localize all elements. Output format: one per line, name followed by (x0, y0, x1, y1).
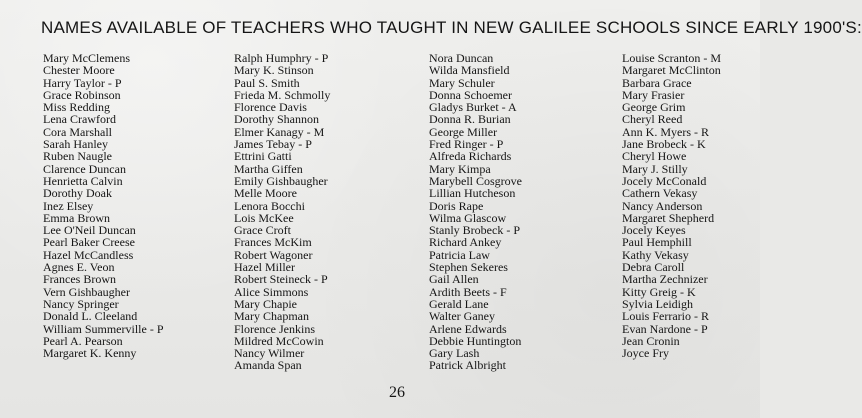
teacher-name-item: Florence Jenkins (234, 321, 315, 336)
teacher-name-item: Paul Hemphill (622, 235, 692, 250)
teacher-name-item: Mary J. Stilly (622, 161, 688, 176)
teacher-name-item: Ruben Naugle (43, 149, 112, 164)
teacher-name-item: Mary Frasier (622, 87, 685, 102)
teacher-name-item: Hazel McCandless (43, 247, 134, 262)
teacher-name-item: Walter Ganey (429, 309, 495, 324)
teacher-name-item: William Summerville - P (43, 321, 164, 336)
teacher-name-item: Jane Brobeck - K (622, 137, 706, 152)
teacher-name-item: Joyce Fry (622, 346, 669, 361)
teacher-name-item: Frances Brown (43, 272, 116, 287)
teacher-name-item: Debra Caroll (622, 260, 685, 275)
teacher-name-item: Nancy Springer (43, 296, 119, 311)
teacher-name-item: Stephen Sekeres (429, 260, 508, 275)
teacher-name-item: Cheryl Reed (622, 112, 683, 127)
teacher-name-item: Gail Allen (429, 272, 479, 287)
teacher-name-item: Lenora Bocchi (234, 198, 305, 213)
teacher-name-item: Nora Duncan (429, 51, 494, 65)
teacher-name-item: Patricia Law (429, 247, 490, 262)
teacher-name-item: Emily Gishbaugher (234, 173, 328, 188)
teacher-name-item: Margaret Shepherd (622, 210, 715, 225)
teacher-name-item: Robert Wagoner (234, 247, 313, 262)
teacher-name-item: Margaret K. Kenny (43, 346, 137, 361)
teacher-name-item: Harry Taylor - P (43, 75, 122, 90)
teacher-name-item: Mary Chapie (234, 296, 297, 311)
teacher-name-item: Jean Cronin (622, 333, 680, 348)
teacher-name-item: Grace Croft (234, 223, 291, 238)
page-title: NAMES AVAILABLE OF TEACHERS WHO TAUGHT IN NEW GALILEE SCHOOLS SINCE EARLY 1900'S: (41, 18, 862, 37)
teacher-name-item: Kathy Vekasy (622, 247, 689, 262)
teacher-name-item: Donna R. Burian (429, 112, 511, 127)
teacher-name-item: Mary Chapman (234, 309, 309, 324)
teacher-name-item: Margaret McClinton (622, 63, 721, 78)
teacher-name-item: Nancy Wilmer (234, 346, 305, 361)
teacher-name-item: Louise Scranton - M (622, 51, 721, 65)
teacher-name-item: Patrick Albright (429, 358, 506, 373)
teacher-name-item: Cora Marshall (43, 124, 112, 139)
teacher-name-item: Robert Steineck - P (234, 272, 328, 287)
names-column-1 (43, 52, 164, 359)
teacher-name-item: Agnes E. Veon (43, 260, 115, 275)
teacher-name-item: Lee O'Neil Duncan (43, 223, 136, 238)
teacher-name-item: Donna Schoemer (429, 87, 512, 102)
teacher-name-item: Wilma Glascow (429, 210, 507, 225)
teacher-name-item: Henrietta Calvin (43, 173, 123, 188)
teacher-name-item: Lena Crawford (43, 112, 116, 127)
teacher-name-item: Evan Nardone - P (622, 321, 708, 336)
teacher-name-item: Cathern Vekasy (622, 186, 698, 201)
teacher-name-item: Mary Kimpa (429, 161, 491, 176)
teacher-name-item: Lois McKee (234, 210, 294, 225)
teacher-name-columns (43, 52, 733, 382)
teacher-name-item: Wilda Mansfield (429, 63, 510, 78)
teacher-name-item: Kitty Greig - K (622, 284, 696, 299)
teacher-name-item: Gerald Lane (429, 296, 489, 311)
teacher-name-item: Sarah Hanley (43, 137, 108, 152)
teacher-name-item: Chester Moore (43, 63, 115, 78)
teacher-name-item: Fred Ringer - P (429, 137, 504, 152)
teacher-name-item: Marybell Cosgrove (429, 173, 522, 188)
teacher-name-item: Pearl Baker Creese (43, 235, 135, 250)
teacher-name-item: Mary McClemens (43, 51, 130, 65)
teacher-name-item: Arlene Edwards (429, 321, 507, 336)
teacher-name-item: Martha Giffen (234, 161, 303, 176)
teacher-name-item: Dorothy Shannon (234, 112, 319, 127)
teacher-name-item: Hazel Miller (234, 260, 295, 275)
teacher-name-item: Elmer Kanagy - M (234, 124, 325, 139)
teacher-name-item: Gladys Burket - A (429, 100, 517, 115)
teacher-name-item: James Tebay - P (234, 137, 312, 152)
teacher-name-item: Frances McKim (234, 235, 312, 250)
teacher-name-item: Louis Ferrario - R (622, 309, 709, 324)
teacher-name-item: Inez Elsey (43, 198, 94, 213)
teacher-name-item: Florence Davis (234, 100, 307, 115)
teacher-name-item: Mary K. Stinson (234, 63, 314, 78)
teacher-name-item: Ettrini Gatti (234, 149, 292, 164)
teacher-name-item: Jocely Keyes (622, 223, 686, 238)
teacher-name-item: Vern Gishbaugher (43, 284, 130, 299)
teacher-name-item: Mary Schuler (429, 75, 495, 90)
page-number: 26 (389, 384, 405, 401)
teacher-name-item: Clarence Duncan (43, 161, 126, 176)
names-column-3 (429, 52, 522, 372)
teacher-name-item: Ardith Beets - F (429, 284, 507, 299)
teacher-name-item: Barbara Grace (622, 75, 692, 90)
teacher-name-item: Melle Moore (234, 186, 297, 201)
teacher-name-item: Miss Redding (43, 100, 111, 115)
teacher-name-item: Gary Lash (429, 346, 480, 361)
teacher-name-item: Mildred McCowin (234, 333, 324, 348)
teacher-name-item: Paul S. Smith (234, 75, 300, 90)
teacher-name-item: Stanly Brobeck - P (429, 223, 520, 238)
names-column-2 (234, 52, 330, 372)
teacher-name-item: Richard Ankey (429, 235, 502, 250)
teacher-name-item: Frieda M. Schmolly (234, 87, 331, 102)
teacher-name-item: Martha Zechnizer (622, 272, 708, 287)
teacher-name-item: Pearl A. Pearson (43, 333, 123, 348)
teacher-name-item: Sylvia Leidigh (622, 296, 693, 311)
teacher-name-item: Ralph Humphry - P (234, 51, 329, 65)
teacher-name-item: Dorothy Doak (43, 186, 112, 201)
teacher-name-item: Cheryl Howe (622, 149, 687, 164)
names-column-4 (622, 52, 721, 359)
teacher-name-item: Jocely McConald (622, 173, 707, 188)
teacher-name-item: Amanda Span (234, 358, 302, 373)
teacher-name-item: George Miller (429, 124, 498, 139)
teacher-name-item: Emma Brown (43, 210, 110, 225)
teacher-name-item: Debbie Huntington (429, 333, 522, 348)
teacher-name-item: Ann K. Myers - R (622, 124, 709, 139)
teacher-name-item: Donald L. Cleeland (43, 309, 138, 324)
teacher-name-item: Doris Rape (429, 198, 484, 213)
teacher-name-item: Grace Robinson (43, 87, 121, 102)
teacher-name-item: George Grim (622, 100, 686, 115)
teacher-name-item: Lillian Hutcheson (429, 186, 516, 201)
teacher-name-item: Alfreda Richards (429, 149, 512, 164)
teacher-name-item: Nancy Anderson (622, 198, 703, 213)
teacher-name-item: Alice Simmons (234, 284, 309, 299)
